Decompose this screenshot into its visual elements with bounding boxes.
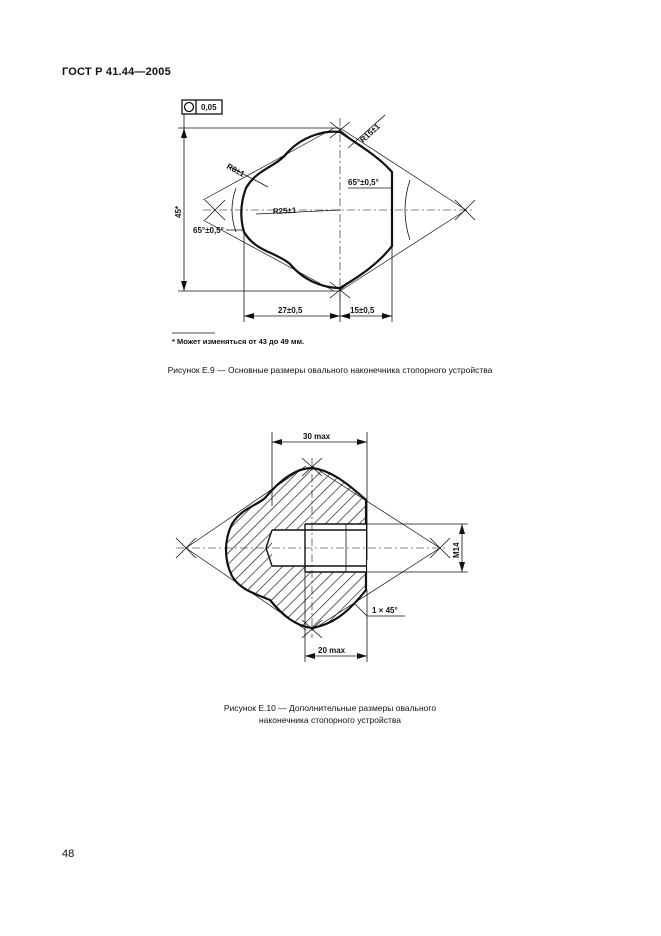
- footnote: * Может изменяться от 43 до 49 мм.: [172, 337, 305, 346]
- page-number: 48: [62, 848, 75, 860]
- dim-radius-top: R15±1: [358, 122, 382, 145]
- dim-height: 45*: [174, 205, 183, 218]
- document-header: ГОСТ Р 41.44—2005: [62, 66, 171, 78]
- dim-angle-right: 65°±0,5°: [348, 178, 379, 187]
- dim-radius-center: R25±1: [272, 205, 297, 216]
- dim-width-right: 15±0,5: [350, 306, 375, 315]
- dim-angle-left: 65°±0,5°: [193, 226, 224, 235]
- dim-bottom-width: 20 max: [318, 646, 346, 655]
- figure-e9-drawing: [172, 100, 475, 333]
- figure-e10-drawing: [176, 432, 468, 662]
- figure-e9-caption: Рисунок Е.9 — Основные размеры овального наконечника стопорного устройства: [167, 365, 493, 375]
- figure-e10-caption-line1: Рисунок Е.10 — Дополнительные размеры овального: [223, 703, 437, 713]
- figure-e10-caption: [130, 702, 530, 726]
- figure-e10-caption-line2: наконечника стопорного устройства: [258, 715, 401, 725]
- tolerance-value: 0,05: [201, 103, 217, 112]
- dim-width-left: 27±0,5: [278, 306, 303, 315]
- dim-thread: M14: [452, 542, 461, 558]
- dim-chamfer: 1 × 45°: [372, 606, 398, 615]
- dim-radius-left: R8±1: [225, 161, 247, 179]
- dim-top-width: 30 max: [303, 432, 331, 441]
